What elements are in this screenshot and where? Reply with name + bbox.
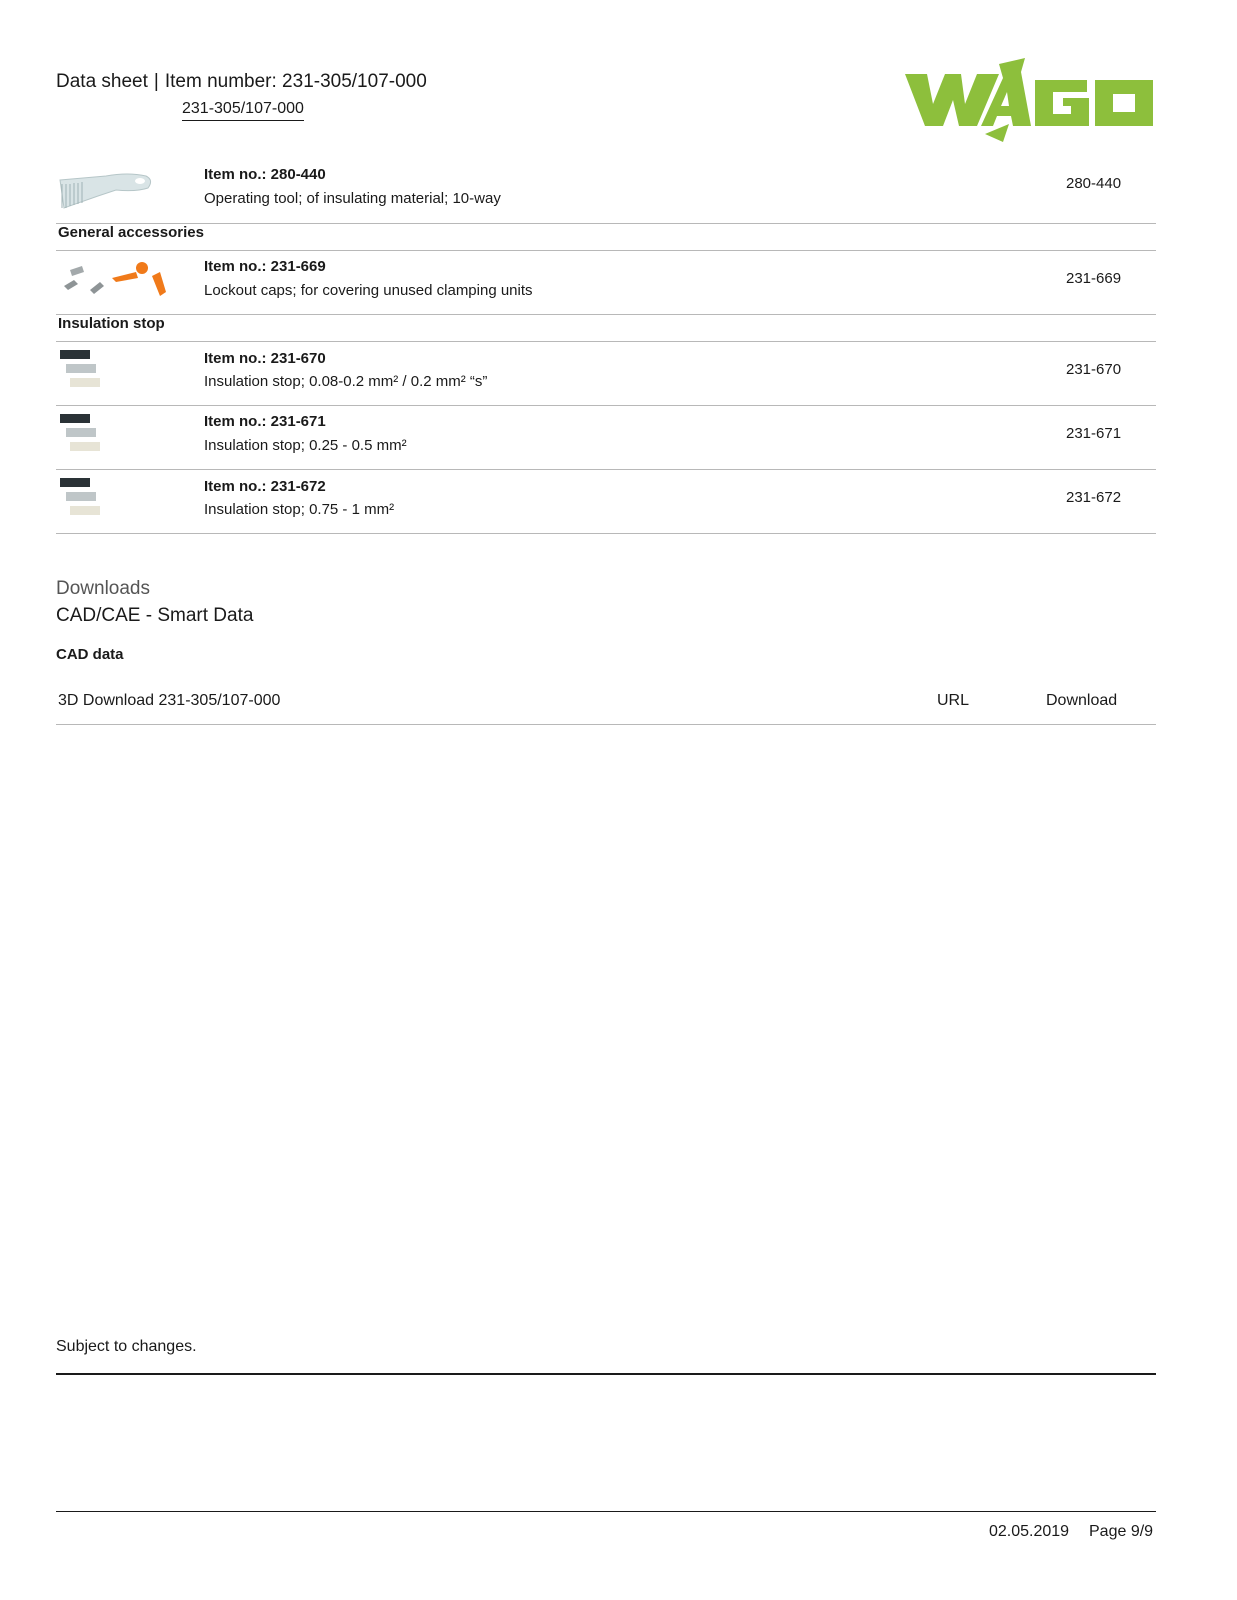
downloads-title: Downloads [56, 578, 150, 599]
footer-page-number: Page 9/9 [1089, 1523, 1154, 1540]
item-desc-231-672: Insulation stop; 0.75 - 1 mm² [204, 501, 395, 518]
wago-logo [903, 56, 1155, 142]
section-insulation-stop: Insulation stop [58, 315, 165, 332]
operating-tool-image [56, 166, 156, 214]
item-desc-231-669: Lockout caps; for covering unused clamping units [204, 282, 533, 299]
item-desc-280-440: Operating tool; of insulating material; 10-way [204, 190, 501, 207]
divider [56, 341, 1156, 342]
item-title-231-669: Item no.: 231-669 [204, 258, 326, 275]
page-title [56, 71, 427, 93]
divider [56, 223, 1156, 224]
divider [56, 469, 1156, 470]
doc-type: Data sheet [56, 71, 148, 92]
item-number-231-671[interactable]: 231-671 [1066, 425, 1122, 442]
divider [56, 724, 1156, 725]
section-general-accessories: General accessories [58, 224, 204, 241]
insulation-stop-image [58, 348, 106, 392]
item-title-280-440: Item no.: 280-440 [204, 166, 326, 183]
divider [56, 250, 1156, 251]
insulation-stop-image [58, 412, 106, 456]
item-title-231-672: Item no.: 231-672 [204, 478, 326, 495]
item-number-link[interactable]: 231-305/107-000 [182, 100, 304, 121]
item-desc-231-671: Insulation stop; 0.25 - 0.5 mm² [204, 437, 407, 454]
footer-note: Subject to changes. [56, 1338, 197, 1355]
title-separator: | [153, 71, 159, 92]
footer-divider [56, 1511, 1156, 1512]
cad-download-type: URL [937, 692, 970, 709]
cad-data-heading: CAD data [56, 646, 124, 663]
item-title-231-671: Item no.: 231-671 [204, 413, 326, 430]
item-title-231-670: Item no.: 231-670 [204, 350, 326, 367]
item-number-231-672[interactable]: 231-672 [1066, 489, 1122, 506]
footer-divider [56, 1373, 1156, 1375]
lockout-caps-image [56, 256, 172, 300]
divider [56, 405, 1156, 406]
item-number-231-669[interactable]: 231-669 [1066, 270, 1122, 287]
divider [56, 314, 1156, 315]
downloads-subtitle: CAD/CAE - Smart Data [56, 605, 254, 626]
divider [56, 533, 1156, 534]
item-number-280-440[interactable]: 280-440 [1066, 175, 1122, 192]
cad-download-button[interactable]: Download [1046, 692, 1118, 709]
insulation-stop-image [58, 476, 106, 520]
footer-date: 02.05.2019 [989, 1523, 1070, 1540]
item-desc-231-670: Insulation stop; 0.08-0.2 mm² / 0.2 mm² “s” [204, 373, 488, 390]
cad-download-label: 3D Download 231-305/107-000 [58, 692, 281, 709]
item-number-231-670[interactable]: 231-670 [1066, 361, 1122, 378]
item-number-label: Item number: 231-305/107-000 [164, 71, 427, 92]
